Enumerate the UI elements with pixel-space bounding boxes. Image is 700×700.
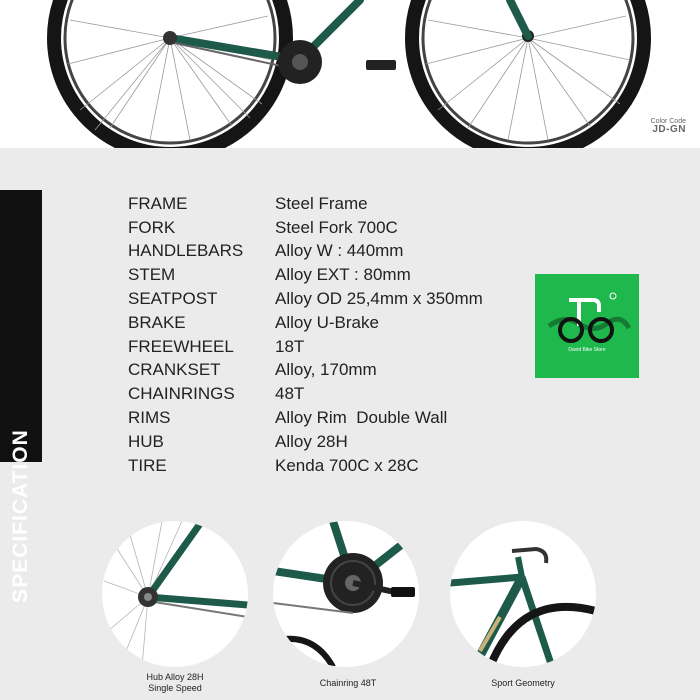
spec-value: Alloy OD 25,4mm x 350mm xyxy=(275,289,483,309)
bike-illustration xyxy=(0,0,700,148)
spec-key: HANDLEBARS xyxy=(128,241,244,261)
spec-value: Alloy W : 440mm xyxy=(275,241,404,261)
spec-table xyxy=(128,192,483,478)
spec-value: Alloy EXT : 80mm xyxy=(275,265,411,285)
spec-row xyxy=(128,240,483,264)
spec-key: BRAKE xyxy=(128,312,186,332)
detail-chainring-image xyxy=(273,521,419,667)
color-code-value: JD-GN xyxy=(652,124,686,136)
caption-line: Single Speed xyxy=(148,683,202,694)
spec-key: CHAINRINGS xyxy=(128,384,235,404)
spec-key: SEATPOST xyxy=(128,289,218,309)
bike-store-logo-icon xyxy=(535,274,639,378)
spec-key: RIMS xyxy=(128,408,171,428)
spec-key: FORK xyxy=(128,217,176,237)
spec-key: CRANKSET xyxy=(128,360,221,380)
spec-row xyxy=(128,406,483,430)
spec-key: TIRE xyxy=(128,455,167,475)
spec-value: 48T xyxy=(275,384,305,404)
detail-chainring-caption xyxy=(273,678,423,689)
spec-value: Alloy, 170mm xyxy=(275,360,377,380)
spec-value: Alloy 28H xyxy=(275,431,348,451)
detail-hub-image xyxy=(102,521,248,667)
rear-hub xyxy=(163,31,177,45)
front-wheel xyxy=(412,0,644,148)
spec-key: FRAME xyxy=(128,193,188,213)
spec-key: HUB xyxy=(128,431,164,451)
caption-line: Chainring 48T xyxy=(319,678,377,688)
hub-detail-illustration xyxy=(102,521,248,667)
rear-wheel xyxy=(54,0,286,148)
spec-row xyxy=(128,454,483,478)
spec-row xyxy=(128,359,483,383)
spec-value: Kenda 700C x 28C xyxy=(275,455,419,475)
spec-row xyxy=(128,382,483,406)
spec-row xyxy=(128,287,483,311)
spec-row xyxy=(128,335,483,359)
detail-geometry-caption xyxy=(448,678,598,689)
chainring-detail-illustration xyxy=(273,521,419,667)
caption-line: Sport Geometry xyxy=(491,678,555,688)
spec-key: STEM xyxy=(128,265,176,285)
bike-frame xyxy=(170,0,528,60)
specification-banner xyxy=(0,190,42,603)
spec-row xyxy=(128,192,483,216)
color-code-label: Color Code xyxy=(650,118,686,125)
spec-row xyxy=(128,430,483,454)
spec-row xyxy=(128,263,483,287)
store-logo xyxy=(535,274,639,378)
spec-key: FREEWHEEL xyxy=(128,336,234,356)
spec-value: 18T xyxy=(275,336,305,356)
bike-photo xyxy=(0,0,700,148)
spec-value: Alloy U-Brake xyxy=(275,312,379,332)
color-code xyxy=(651,118,686,136)
spec-value: Alloy Rim Double Wall xyxy=(275,408,448,428)
spec-row xyxy=(128,216,483,240)
spec-value: Steel Fork 700C xyxy=(275,217,398,237)
detail-geometry-image xyxy=(450,521,596,667)
pedal xyxy=(366,60,396,70)
spec-row xyxy=(128,311,483,335)
spec-value: Steel Frame xyxy=(275,193,368,213)
logo-text: David Bike Store xyxy=(568,347,606,353)
caption-line: Hub Alloy 28H xyxy=(146,672,204,682)
geometry-detail-illustration xyxy=(450,521,596,667)
detail-hub-caption xyxy=(100,672,250,695)
specification-title: SPECIFICATION xyxy=(9,429,32,603)
